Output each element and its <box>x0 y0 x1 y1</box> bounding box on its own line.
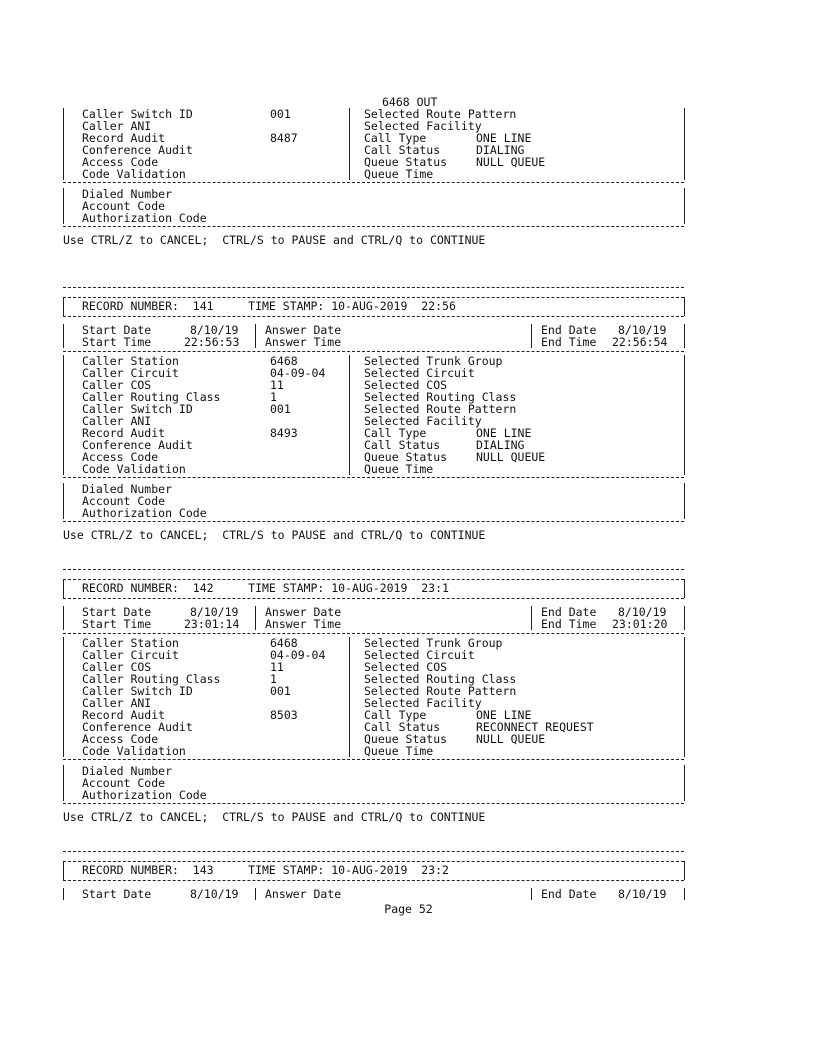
caller-field-label: Caller Routing Class <box>82 390 221 404</box>
end-date-value: 8/10/19 <box>618 605 667 619</box>
dashed-separator <box>63 803 684 804</box>
caller-field-value: 8487 <box>270 131 298 145</box>
dashed-separator <box>63 521 684 522</box>
vertical-rule <box>531 888 532 900</box>
selected-field-label: Selected Facility <box>364 414 482 428</box>
vertical-rule <box>63 483 64 519</box>
start-date-label: Start Date <box>82 887 152 901</box>
selected-field-label: Selected Routing Class <box>364 390 517 404</box>
record-header: RECORD NUMBER: 141 TIME STAMP: 10-AUG-2019 22:56 <box>82 299 456 313</box>
caller-field-value: 1 <box>270 390 277 404</box>
selected-field-label: Queue Time <box>364 744 434 758</box>
dashed-separator <box>63 226 684 227</box>
caller-field-value: 8493 <box>270 426 298 440</box>
selected-field-value: NULL QUEUE <box>476 732 546 746</box>
start-date-label: Start Date <box>82 323 152 337</box>
vertical-rule <box>63 355 64 475</box>
code-field-label: Authorization Code <box>82 788 207 802</box>
start-date-value: 8/10/19 <box>190 605 239 619</box>
answer-time-label: Answer Time <box>265 335 342 349</box>
code-field-label: Dialed Number <box>82 764 173 778</box>
selected-field-label: Selected Routing Class <box>364 672 517 686</box>
caller-field-label: Code Validation <box>82 462 186 476</box>
selected-field-label: Queue Status <box>364 732 448 746</box>
answer-time-label: Answer Time <box>265 617 342 631</box>
selected-field-label: Selected Circuit <box>364 366 475 380</box>
vertical-rule <box>684 188 685 224</box>
vertical-rule <box>684 324 685 348</box>
selected-field-label: Selected Route Pattern <box>364 107 517 121</box>
start-date-value: 8/10/19 <box>190 323 239 337</box>
selected-field-label: Selected Route Pattern <box>364 684 517 698</box>
selected-field-label: Queue Status <box>364 155 448 169</box>
selected-field-label: Queue Time <box>364 167 434 181</box>
caller-field-label: Caller Station <box>82 636 179 650</box>
dashed-separator <box>63 598 684 599</box>
caller-field-label: Caller ANI <box>82 696 152 710</box>
dashed-separator <box>63 569 684 570</box>
selected-field-value: RECONNECT REQUEST <box>476 720 594 734</box>
start-date-label: Start Date <box>82 605 152 619</box>
dashed-separator <box>63 579 684 580</box>
caller-field-value: 11 <box>270 378 284 392</box>
caller-field-value: 11 <box>270 660 284 674</box>
code-field-label: Dialed Number <box>82 482 173 496</box>
selected-field-label: Call Status <box>364 143 441 157</box>
vertical-rule <box>684 606 685 630</box>
answer-date-label: Answer Date <box>265 605 342 619</box>
caller-field-label: Caller Switch ID <box>82 684 193 698</box>
end-time-label: End Time <box>541 617 597 631</box>
vertical-rule <box>63 606 64 630</box>
vertical-rule <box>349 108 350 180</box>
vertical-rule <box>63 888 64 900</box>
page-number: Page 52 <box>384 902 433 916</box>
start-time-value: 23:01:14 <box>184 617 240 631</box>
continue-message: Use CTRL/Z to CANCEL; CTRL/S to PAUSE and CTRL/Q to CONTINUE <box>63 233 486 247</box>
caller-field-label: Caller Routing Class <box>82 672 221 686</box>
selected-field-label: Call Type <box>364 708 427 722</box>
vertical-rule <box>63 637 64 757</box>
selected-field-label: Selected Facility <box>364 696 482 710</box>
code-field-label: Account Code <box>82 776 166 790</box>
selected-field-label: Selected Trunk Group <box>364 354 503 368</box>
dashed-separator <box>63 633 684 634</box>
caller-field-label: Caller Circuit <box>82 366 179 380</box>
answer-date-label: Answer Date <box>265 887 342 901</box>
caller-field-value: 8503 <box>270 708 298 722</box>
selected-field-label: Call Type <box>364 426 427 440</box>
selected-field-label: Selected Trunk Group <box>364 636 503 650</box>
caller-field-label: Caller COS <box>82 660 152 674</box>
selected-field-value: ONE LINE <box>476 708 532 722</box>
vertical-rule <box>63 579 64 598</box>
caller-field-label: Caller ANI <box>82 119 152 133</box>
vertical-rule <box>63 765 64 801</box>
caller-field-label: Record Audit <box>82 426 166 440</box>
vertical-rule <box>684 297 685 316</box>
selected-field-value: ONE LINE <box>476 131 532 145</box>
vertical-rule <box>684 355 685 475</box>
caller-field-label: Caller Circuit <box>82 648 179 662</box>
end-time-value: 22:56:54 <box>612 335 668 349</box>
caller-field-label: Code Validation <box>82 167 186 181</box>
dashed-separator <box>63 477 684 478</box>
end-date-label: End Date <box>541 323 597 337</box>
code-field-label: Authorization Code <box>82 506 207 520</box>
vertical-rule <box>63 324 64 348</box>
dashed-separator <box>63 351 684 352</box>
vertical-rule <box>63 297 64 316</box>
caller-field-label: Access Code <box>82 155 159 169</box>
end-date-label: End Date <box>541 887 597 901</box>
selected-field-value: NULL QUEUE <box>476 155 546 169</box>
dashed-separator <box>63 861 684 862</box>
start-time-value: 22:56:53 <box>184 335 240 349</box>
answer-date-label: Answer Date <box>265 323 342 337</box>
vertical-rule <box>684 579 685 598</box>
code-field-label: Account Code <box>82 199 166 213</box>
vertical-rule <box>684 888 685 900</box>
caller-field-label: Caller Switch ID <box>82 402 193 416</box>
code-field-label: Account Code <box>82 494 166 508</box>
caller-field-label: Conference Audit <box>82 143 193 157</box>
vertical-rule <box>255 324 256 348</box>
selected-field-value: ONE LINE <box>476 426 532 440</box>
vertical-rule <box>531 324 532 348</box>
vertical-rule <box>63 108 64 180</box>
start-time-label: Start Time <box>82 617 152 631</box>
vertical-rule <box>684 765 685 801</box>
vertical-rule <box>255 888 256 900</box>
selected-field-label: Call Status <box>364 438 441 452</box>
end-date-value: 8/10/19 <box>618 887 667 901</box>
caller-field-value: 6468 <box>270 354 298 368</box>
dashed-separator <box>63 851 684 852</box>
caller-field-value: 04-09-04 <box>270 366 326 380</box>
selected-field-label: Selected Route Pattern <box>364 402 517 416</box>
caller-field-label: Record Audit <box>82 708 166 722</box>
dashed-separator <box>63 287 684 288</box>
end-date-label: End Date <box>541 605 597 619</box>
start-time-label: Start Time <box>82 335 152 349</box>
dashed-separator <box>63 880 684 881</box>
caller-field-label: Caller Switch ID <box>82 107 193 121</box>
continue-message: Use CTRL/Z to CANCEL; CTRL/S to PAUSE and CTRL/Q to CONTINUE <box>63 810 486 824</box>
caller-field-label: Caller Station <box>82 354 179 368</box>
caller-field-value: 1 <box>270 672 277 686</box>
end-time-value: 23:01:20 <box>612 617 668 631</box>
caller-field-value: 001 <box>270 402 291 416</box>
caller-field-label: Caller COS <box>82 378 152 392</box>
dashed-separator <box>63 182 684 183</box>
vertical-rule <box>684 861 685 880</box>
caller-field-label: Record Audit <box>82 131 166 145</box>
dashed-separator <box>63 297 684 298</box>
selected-field-label: Selected COS <box>364 660 448 674</box>
vertical-rule <box>255 606 256 630</box>
caller-field-label: Conference Audit <box>82 438 193 452</box>
caller-field-label: Conference Audit <box>82 720 193 734</box>
selected-field-label: Selected COS <box>364 378 448 392</box>
dashed-separator <box>63 759 684 760</box>
vertical-rule <box>684 637 685 757</box>
vertical-rule <box>349 355 350 475</box>
selected-field-label: Queue Status <box>364 450 448 464</box>
selected-field-label: Selected Circuit <box>364 648 475 662</box>
continue-message: Use CTRL/Z to CANCEL; CTRL/S to PAUSE and CTRL/Q to CONTINUE <box>63 528 486 542</box>
caller-field-value: 04-09-04 <box>270 648 326 662</box>
end-time-label: End Time <box>541 335 597 349</box>
vertical-rule <box>349 637 350 757</box>
selected-field-label: Call Type <box>364 131 427 145</box>
vertical-rule <box>63 188 64 224</box>
selected-field-value: NULL QUEUE <box>476 450 546 464</box>
caller-field-label: Caller ANI <box>82 414 152 428</box>
selected-field-label: Selected Facility <box>364 119 482 133</box>
vertical-rule <box>684 108 685 180</box>
caller-field-label: Access Code <box>82 732 159 746</box>
selected-field-label: Call Status <box>364 720 441 734</box>
caller-field-label: Access Code <box>82 450 159 464</box>
dashed-separator <box>63 316 684 317</box>
vertical-rule <box>531 606 532 630</box>
vertical-rule <box>63 861 64 880</box>
record-header: RECORD NUMBER: 143 TIME STAMP: 10-AUG-2019 23:2 <box>82 863 449 877</box>
code-field-label: Dialed Number <box>82 187 173 201</box>
end-date-value: 8/10/19 <box>618 323 667 337</box>
selected-field-value: DIALING <box>476 438 525 452</box>
start-date-value: 8/10/19 <box>190 887 239 901</box>
caller-field-value: 001 <box>270 107 291 121</box>
record-header: RECORD NUMBER: 142 TIME STAMP: 10-AUG-2019 23:1 <box>82 581 449 595</box>
caller-field-value: 6468 <box>270 636 298 650</box>
code-field-label: Authorization Code <box>82 211 207 225</box>
selected-field-value: DIALING <box>476 143 525 157</box>
continued-line: 6468 OUT <box>382 95 438 109</box>
selected-field-label: Queue Time <box>364 462 434 476</box>
caller-field-value: 001 <box>270 684 291 698</box>
vertical-rule <box>684 483 685 519</box>
caller-field-label: Code Validation <box>82 744 186 758</box>
